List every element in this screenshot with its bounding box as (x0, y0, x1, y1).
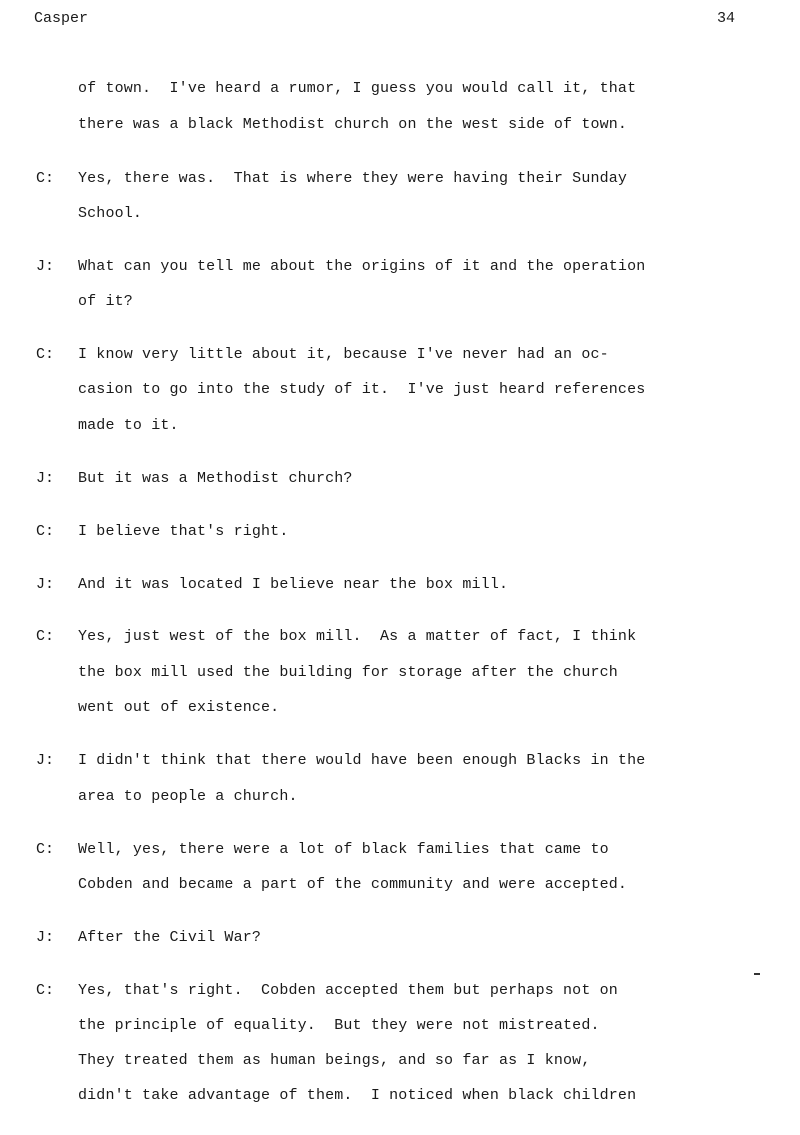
speaker-label: C: (36, 841, 55, 858)
transcript-line: Yes, there was. That is where they were having their Sunday (78, 170, 628, 187)
transcript-line: Cobden and became a part of the community and were accepted. (78, 876, 628, 893)
speaker-label: J: (36, 576, 55, 593)
transcript-line: the box mill used the building for storage after the church (78, 664, 618, 681)
speaker-label: C: (36, 982, 55, 999)
transcript-line: Yes, that's right. Cobden accepted them but perhaps not on (78, 982, 618, 999)
transcript-line: Well, yes, there were a lot of black families that came to (78, 841, 609, 858)
speaker-label: J: (36, 929, 55, 946)
transcript-line: went out of existence. (78, 699, 280, 716)
speaker-label: C: (36, 170, 55, 187)
transcript-line: School. (78, 205, 143, 222)
transcript-line: of town. I've heard a rumor, I guess you would call it, that (78, 80, 637, 97)
transcript-line: didn't take advantage of them. I noticed when black children (78, 1087, 637, 1104)
speaker-label: J: (36, 752, 55, 769)
transcript-line: I know very little about it, because I've never had an oc- (78, 346, 609, 363)
transcript-line: casion to go into the study of it. I've just heard references (78, 381, 646, 398)
speaker-label: J: (36, 470, 55, 487)
transcript-line: made to it. (78, 417, 179, 434)
page-number: 34 (717, 10, 736, 27)
speaker-label: C: (36, 523, 55, 540)
transcript-line: But it was a Methodist church? (78, 470, 353, 487)
header-name: Casper (34, 10, 89, 27)
speaker-label: C: (36, 346, 55, 363)
transcript-line: What can you tell me about the origins of it and the operation (78, 258, 646, 275)
transcript-line: I didn't think that there would have been enough Blacks in the (78, 752, 646, 769)
transcript-line: They treated them as human beings, and so far as I know, (78, 1052, 591, 1069)
transcript-line: I believe that's right. (78, 523, 289, 540)
transcript-line: the principle of equality. But they were not mistreated. (78, 1017, 600, 1034)
transcript-line: And it was located I believe near the box mill. (78, 576, 509, 593)
speaker-label: J: (36, 258, 55, 275)
transcript-line: area to people a church. (78, 788, 298, 805)
transcript-line: there was a black Methodist church on the west side of town. (78, 116, 628, 133)
transcript-line: of it? (78, 293, 133, 310)
transcript-line: Yes, just west of the box mill. As a matter of fact, I think (78, 628, 637, 645)
speaker-label: C: (36, 628, 55, 645)
transcript-line: After the Civil War? (78, 929, 262, 946)
margin-mark (754, 973, 760, 975)
